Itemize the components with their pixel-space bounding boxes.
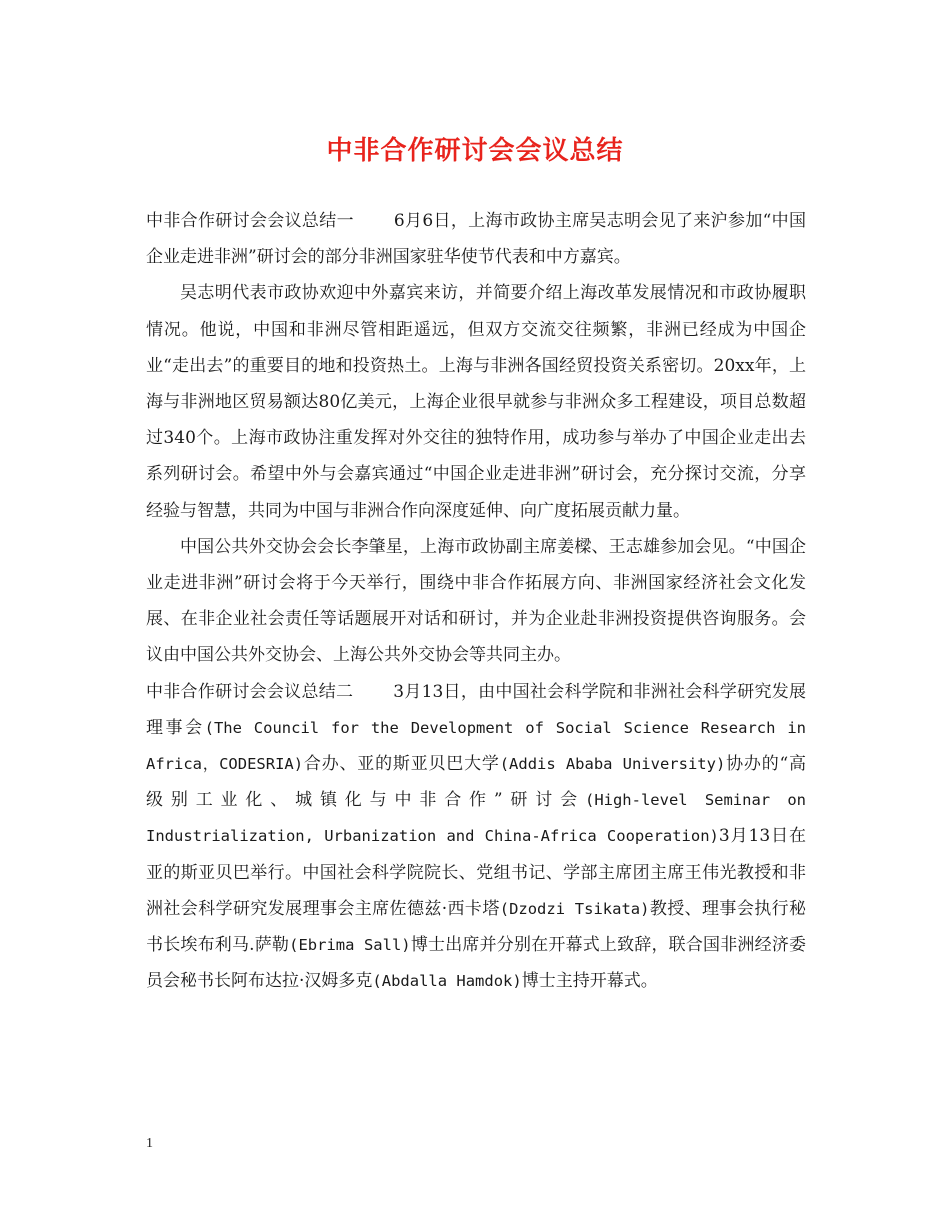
- document-body: [146, 203, 806, 999]
- paragraph-4-text-g: 博士主持开幕式。: [521, 971, 658, 992]
- paragraph-4-text-e: 教授、理事会执行秘书长埃布利马.萨勒: [146, 898, 807, 956]
- section-heading-2: 中非合作研讨会会议总结二: [146, 681, 354, 702]
- paragraph-4-latin-1: (The Council for the Development of Social Science Research in Africa，CODESRIA): [146, 718, 806, 774]
- paragraph-4-text-d: 3月13日在亚的斯亚贝巴举行。中国社会科学院院长、党组书记、学部主席团主席王伟光教授和非洲社会科学研究发展理事会主席佐德兹·西卡塔: [146, 826, 806, 919]
- paragraph-4-latin-2: (Addis Ababa University): [499, 755, 726, 774]
- paragraph-4-latin-6: (Abdalla Hamdok): [372, 972, 522, 991]
- paragraph-4-latin-5: (Ebrima Sall): [289, 936, 411, 955]
- paragraph-2: 吴志明代表市政协欢迎中外嘉宾来访，并简要介绍上海改革发展情况和市政协履职情况。他说，中国和非洲尽管相距遥远，但双方交流交往频繁，非洲已经成为中国企业“走出去”的重要目的地和投资热土。上海与非洲各国经贸投资关系密切。20xx年，上海与非洲地区贸易额达80亿美元，上海企业很早就参与非洲众多工程建设，项目总数超过340个。上海市政协注重发挥对外交往的独特作用，成功参与举办了中国企业走出去系列研讨会。希望中外与会嘉宾通过“中国企业走进非洲”研讨会，充分探讨交流，分享经验与智慧，共同为中国与非洲合作向深度延伸、向广度拓展贡献力量。: [146, 283, 806, 521]
- paragraph-4-latin-4: (Dzodzi Tsikata): [499, 899, 650, 918]
- document-title: 中非合作研讨会会议总结: [326, 136, 624, 166]
- paragraph-4-text-f: 博士出席并分别在开幕式上致辞，联合国非洲经济委员会秘书长阿布达拉·汉姆多克: [146, 935, 807, 992]
- paragraph-4-text-a: 3月13日，由中国社会科学院和非洲社会科学研究发展理事会: [146, 681, 807, 738]
- section-heading-1: 中非合作研讨会会议总结一: [146, 211, 354, 231]
- paragraph-3: 中国公共外交协会会长李肇星，上海市政协副主席姜樑、王志雄参加会见。“中国企业走进非洲”研讨会将于今天举行，围绕中非合作拓展方向、非洲国家经济社会文化发展、在非企业社会责任等话题展开对话和研讨，并为企业赴非洲投资提供咨询服务。会议由中国公共外交协会、上海公共外交协会等共同主办。: [146, 536, 806, 666]
- page-number: 1: [146, 1136, 153, 1151]
- paragraph-1-text: 6月6日，上海市政协主席吴志明会见了来沪参加“中国企业走进非洲”研讨会的部分非洲国家驻华使节代表和中方嘉宾。: [146, 211, 806, 268]
- paragraph-4-latin-3: (High-level Seminar on Industrialization, Urbanization and China-Africa Cooperation): [146, 791, 806, 846]
- paragraph-4-text-b: 合办、亚的斯亚贝巴大学: [303, 754, 500, 775]
- paragraph-4: [146, 674, 806, 1000]
- paragraph-4-text-c: 协办的“高级别工业化、城镇化与中非合作”研讨会: [146, 754, 806, 811]
- paragraph-1: [146, 203, 806, 275]
